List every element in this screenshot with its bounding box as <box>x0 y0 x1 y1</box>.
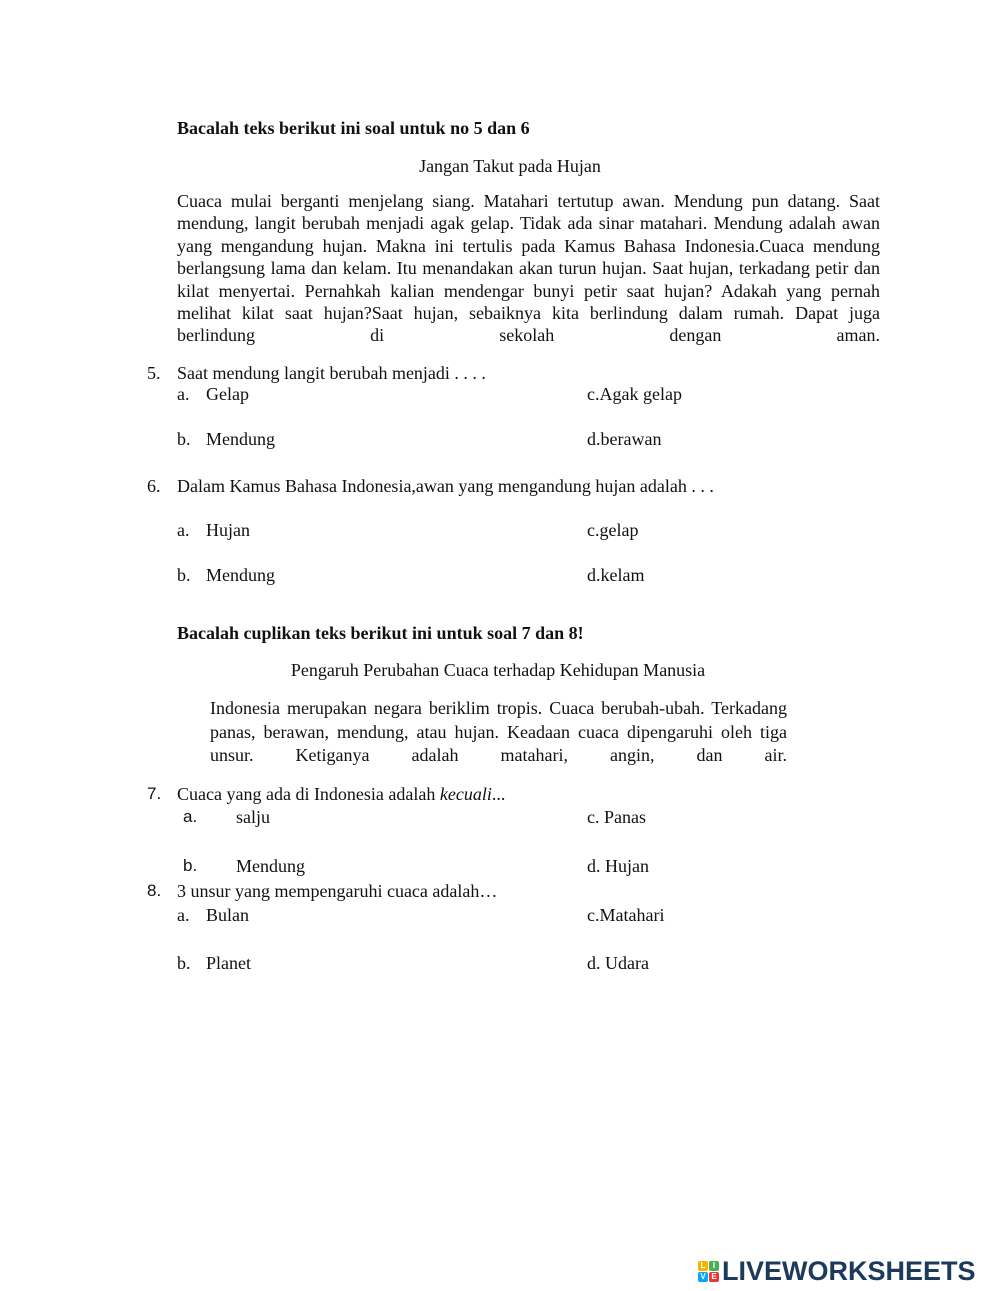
q7-option-a-label: a. <box>183 807 198 826</box>
q7-option-d[interactable]: d. Hujan <box>587 856 649 876</box>
q8-number: 8. <box>147 881 162 900</box>
liveworksheets-logo <box>698 1256 976 1286</box>
q6-option-b-label: b. <box>177 565 191 585</box>
q8-option-c[interactable]: c.Matahari <box>587 905 665 925</box>
liveworksheets-logo-icon <box>698 1261 719 1282</box>
q7-number: 7. <box>147 784 162 803</box>
section2-instruction: Bacalah cuplikan teks berikut ini untuk soal 7 dan 8! <box>177 623 584 643</box>
q5-option-a[interactable]: Gelap <box>206 384 249 404</box>
q6-option-a[interactable]: Hujan <box>206 520 250 540</box>
q5-option-b[interactable]: Mendung <box>206 429 275 449</box>
q5-option-b-label: b. <box>177 429 191 449</box>
section1-passage: Cuaca mulai berganti menjelang siang. Matahari tertutup awan. Mendung pun datang. Saat mendung, langit berubah menjadi agak gelap. Tidak ada sinar matahari. Mendung adalah awan yang mengandung hujan. Makna ini tertulis pada Kamus Bahasa Indonesia.Cuaca mendung berlangsung lama dan kelam. Itu menandakan akan turun hujan. Saat hujan, terkadang petir dan kilat menyertai. Pernahkah kalian mendengar bunyi petir saat hujan? Adakah yang pernah melihat kilat saat hujan?Saat hujan, sebaiknya kita berlindung dalam rumah. Dapat juga berlindung di sekolah dengan aman. <box>177 191 880 346</box>
q8-option-b-label: b. <box>177 953 191 973</box>
logo-tile-l: L <box>698 1261 708 1271</box>
q6-option-c[interactable]: c.gelap <box>587 520 639 540</box>
q5-text: Saat mendung langit berubah menjadi . . . . <box>177 363 486 383</box>
q5-option-a-label: a. <box>177 384 190 404</box>
section1-title: Jangan Takut pada Hujan <box>419 156 601 176</box>
q6-option-b[interactable]: Mendung <box>206 565 275 585</box>
section2-passage: Indonesia merupakan negara beriklim tropis. Cuaca berubah-ubah. Terkadang panas, berawan, mendung, atau hujan. Keadaan cuaca dipengaruhi oleh tiga unsur. Ketiganya adalah matahari, angin, dan air. <box>210 698 787 765</box>
q8-option-a-label: a. <box>177 905 190 925</box>
q5-option-d[interactable]: d.berawan <box>587 429 662 449</box>
q7-option-a[interactable]: salju <box>236 807 270 827</box>
q7-option-b-label: b. <box>183 856 198 875</box>
q7-text-emphasis: kecuali <box>439 784 492 804</box>
q7-option-c[interactable]: c. Panas <box>587 807 646 827</box>
q6-option-a-label: a. <box>177 520 190 540</box>
logo-tile-e: E <box>709 1272 719 1282</box>
q8-option-b[interactable]: Planet <box>206 953 251 973</box>
section2-title: Pengaruh Perubahan Cuaca terhadap Kehidupan Manusia <box>290 660 706 680</box>
logo-tile-i: I <box>709 1261 719 1271</box>
q7-text: Cuaca yang ada di Indonesia adalah kecuali... <box>177 784 506 804</box>
q8-option-d[interactable]: d. Udara <box>587 953 649 973</box>
q6-option-d[interactable]: d.kelam <box>587 565 645 585</box>
section1-instruction: Bacalah teks berikut ini soal untuk no 5 dan 6 <box>177 118 530 138</box>
q5-option-c[interactable]: c.Agak gelap <box>587 384 682 404</box>
logo-tile-v: V <box>698 1272 708 1282</box>
liveworksheets-logo-text: LIVEWORKSHEETS <box>722 1255 976 1286</box>
q8-option-a[interactable]: Bulan <box>206 905 249 925</box>
q6-number: 6. <box>147 476 161 496</box>
q8-text: 3 unsur yang mempengaruhi cuaca adalah… <box>177 881 498 901</box>
q6-text: Dalam Kamus Bahasa Indonesia,awan yang mengandung hujan adalah . . . <box>177 476 714 496</box>
q7-option-b[interactable]: Mendung <box>236 856 305 876</box>
q5-number: 5. <box>147 363 161 383</box>
